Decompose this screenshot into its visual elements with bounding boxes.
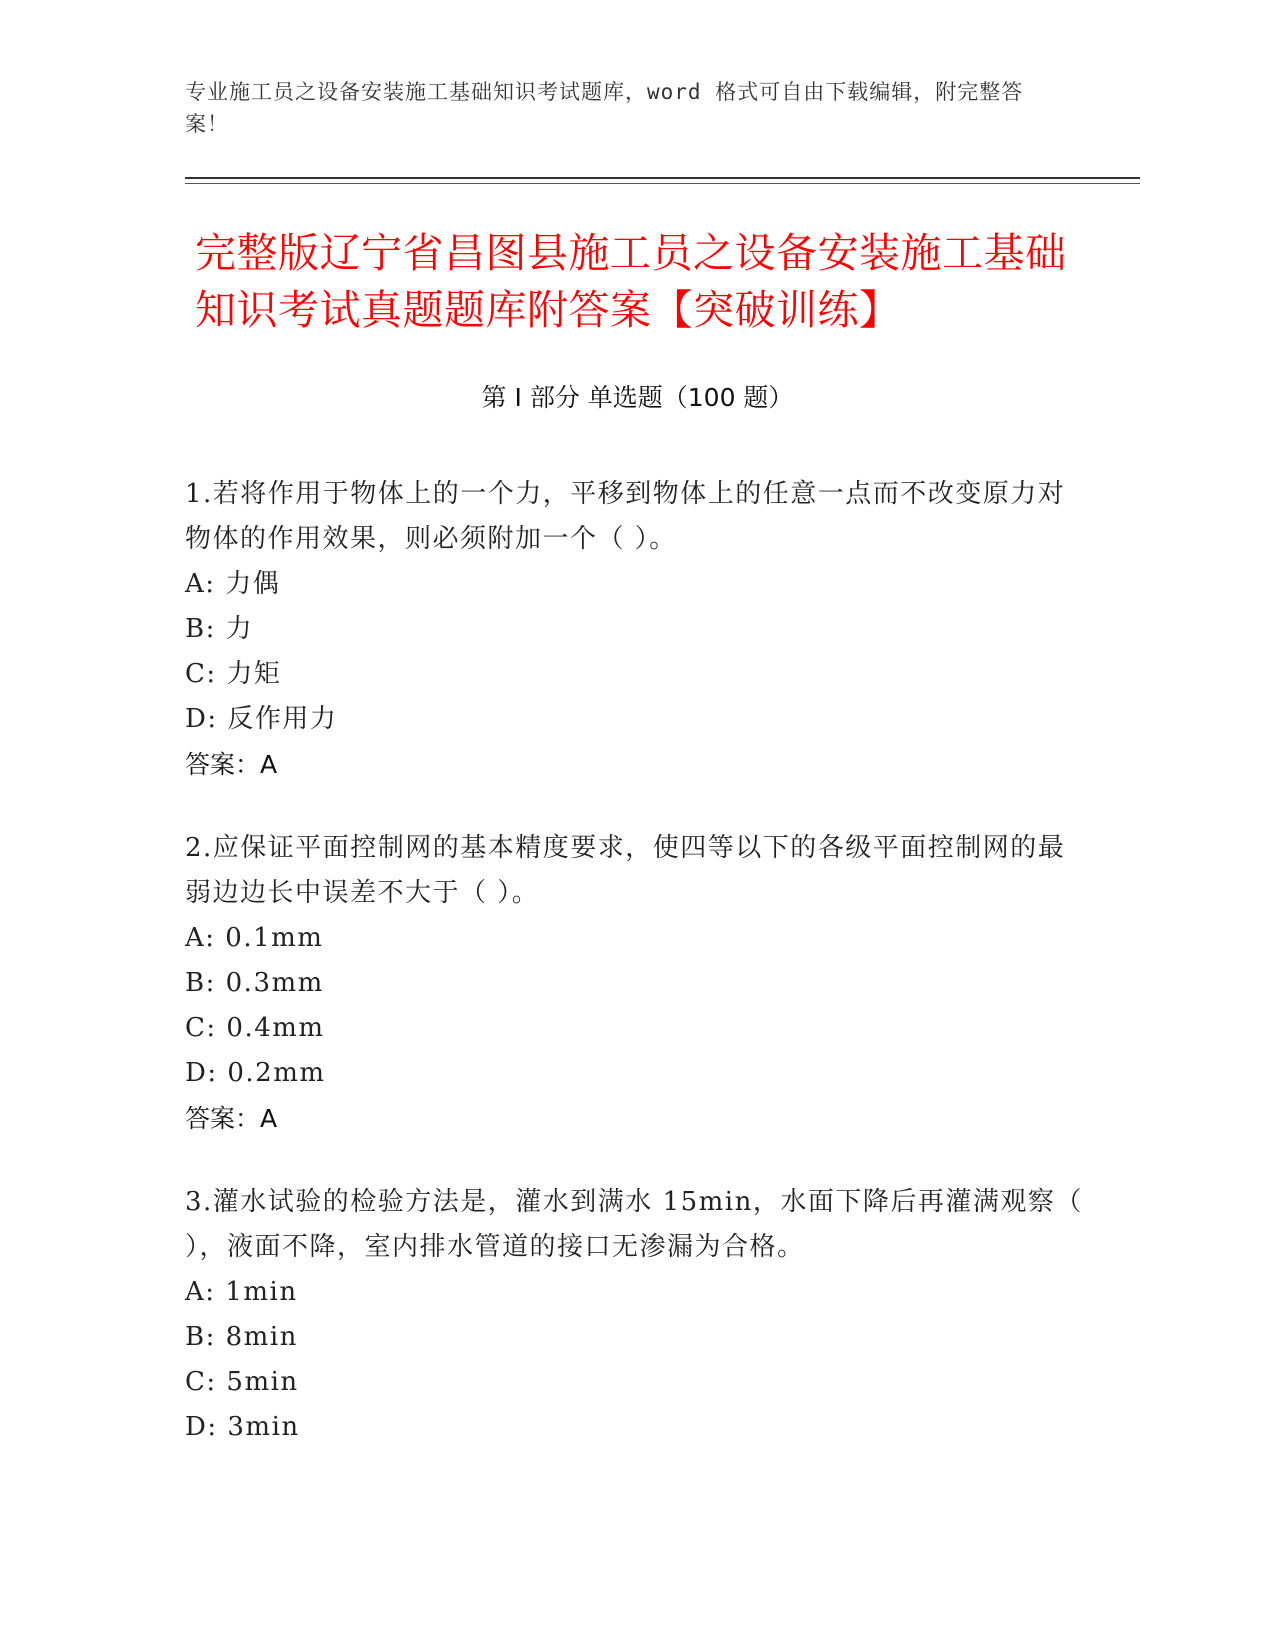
option-c: C: 0.4mm: [185, 1013, 325, 1043]
option-c: C: 5min: [185, 1367, 299, 1397]
header-note: 专业施工员之设备安装施工基础知识考试题库，word 格式可自由下载编辑，附完整答案！: [185, 80, 1024, 136]
answer-line: 答案：A: [185, 750, 278, 779]
question-item: [185, 1180, 1085, 1450]
option-a: A: 力偶: [185, 569, 281, 599]
option-a: A: 0.1mm: [185, 923, 324, 953]
question-item: [185, 472, 1085, 787]
option-d: D: 反作用力: [185, 704, 338, 734]
option-b: B: 0.3mm: [185, 968, 324, 998]
question-stem: 1.若将作用于物体上的一个力，平移到物体上的任意一点而不改变原力对物体的作用效果，则必须附加一个（ ）。: [185, 479, 1066, 554]
option-d: D: 0.2mm: [185, 1058, 326, 1088]
option-c: C: 力矩: [185, 659, 282, 689]
answer-line: 答案：A: [185, 1104, 278, 1133]
document-title: 完整版辽宁省昌图县施工员之设备安装施工基础知识考试真题题库附答案【突破训练】: [195, 229, 1067, 334]
question-item: [185, 826, 1085, 1141]
option-d: D: 3min: [185, 1412, 300, 1442]
option-a: A: 1min: [185, 1277, 298, 1307]
header-rule-thick: [185, 177, 1140, 179]
question-list: [185, 472, 1085, 1489]
header-rule-thin: [185, 183, 1140, 184]
option-b: B: 8min: [185, 1322, 298, 1352]
question-stem: 2.应保证平面控制网的基本精度要求，使四等以下的各级平面控制网的最弱边边长中误差不大于（ ）。: [185, 833, 1066, 908]
section-heading: 第 I 部分 单选题（100 题）: [481, 383, 794, 412]
option-b: B: 力: [185, 614, 254, 644]
question-stem: 3.灌水试验的检验方法是，灌水到满水 15min，水面下降后再灌满观察（ ），液面不降，室内排水管道的接口无渗漏为合格。: [185, 1187, 1083, 1262]
